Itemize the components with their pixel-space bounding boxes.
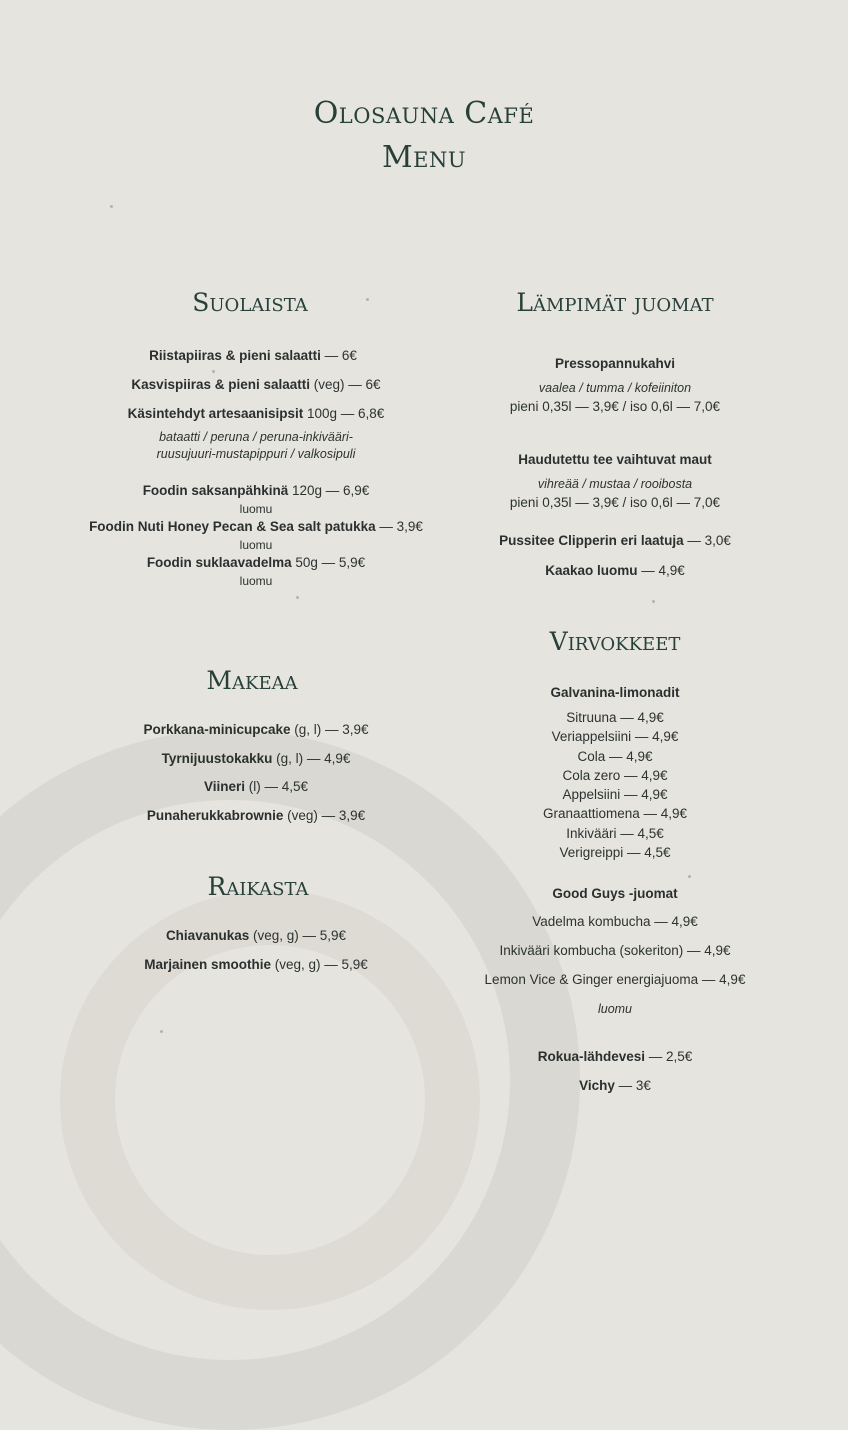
item-note: bataatti / peruna / peruna-inkivääri- (159, 430, 353, 444)
subsection-title: Galvanina-limonadit (550, 685, 680, 700)
drink-item: Cola — 4,9€ (577, 749, 653, 764)
menu-item: Pussitee Clipperin eri laatuja — 3,0€ (499, 533, 731, 548)
drink-item: Lemon Vice & Ginger energiajuoma — 4,9€ (484, 972, 746, 987)
section-title-virvokkeet: Virvokkeet (549, 627, 681, 656)
menu-title: Menu (381, 140, 467, 175)
paper-speck (296, 596, 299, 599)
item-note: vaalea / tumma / kofeiiniton (538, 381, 692, 395)
organic-note: luomu (239, 538, 273, 552)
organic-note: luomu (597, 1002, 633, 1016)
organic-note: luomu (239, 502, 273, 516)
item-price: pieni 0,35l — 3,9€ / iso 0,6l — 7,0€ (509, 495, 721, 510)
drink-item: Inkivääri — 4,5€ (566, 826, 664, 841)
menu-item: Foodin Nuti Honey Pecan & Sea salt patukka — 3,9€ (89, 519, 423, 534)
menu-item: Kaakao luomu — 4,9€ (545, 563, 685, 578)
paper-speck (688, 875, 691, 878)
drink-item: Inkivääri kombucha (sokeriton) — 4,9€ (499, 943, 731, 958)
menu-item: Porkkana-minicupcake (g, l) — 3,9€ (143, 722, 369, 737)
drink-item: Cola zero — 4,9€ (562, 768, 668, 783)
menu-item: Marjainen smoothie (veg, g) — 5,9€ (144, 957, 368, 972)
paper-speck (212, 370, 215, 373)
section-title-suolaista: Suolaista (192, 288, 308, 317)
cafe-name: Olosauna Café (313, 96, 535, 131)
drink-item: Vadelma kombucha — 4,9€ (532, 914, 698, 929)
paper-speck (160, 1030, 163, 1033)
paper-speck (652, 600, 655, 603)
section-title-lampimat: Lämpimät juomat (516, 288, 714, 317)
background-swirl-inner (60, 890, 480, 1310)
menu-item: Tyrnijuustokakku (g, l) — 4,9€ (161, 751, 351, 766)
item-price: pieni 0,35l — 3,9€ / iso 0,6l — 7,0€ (509, 399, 721, 414)
menu-item: Riistapiiras & pieni salaatti — 6€ (149, 348, 357, 363)
drink-item: Granaattiomena — 4,9€ (542, 806, 688, 821)
menu-item: Pressopannukahvi (554, 356, 676, 371)
item-note: ruusujuuri-mustapippuri / valkosipuli (156, 447, 356, 461)
menu-item: Haudutettu tee vaihtuvat maut (518, 452, 712, 467)
item-note: vihreää / mustaa / rooibosta (537, 477, 693, 491)
drink-item: Veriappelsiini — 4,9€ (551, 729, 679, 744)
section-title-makeaa: Makeaa (206, 666, 298, 695)
drink-item: Sitruuna — 4,9€ (566, 710, 664, 725)
subsection-title: Good Guys -juomat (552, 886, 678, 901)
menu-item: Rokua-lähdevesi — 2,5€ (537, 1049, 693, 1064)
paper-speck (110, 205, 113, 208)
section-title-raikasta: Raikasta (207, 872, 309, 901)
drink-item: Appelsiini — 4,9€ (562, 787, 668, 802)
menu-item: Vichy — 3€ (579, 1078, 651, 1093)
menu-item: Kasvispiiras & pieni salaatti (veg) — 6€ (131, 377, 381, 392)
menu-item: Käsintehdyt artesaanisipsit 100g — 6,8€ (127, 406, 385, 421)
menu-item: Chiavanukas (veg, g) — 5,9€ (165, 928, 347, 943)
menu-item: Punaherukkabrownie (veg) — 3,9€ (146, 808, 366, 823)
menu-item: Foodin suklaavadelma 50g — 5,9€ (146, 555, 366, 570)
menu-item: Foodin saksanpähkinä 120g — 6,9€ (142, 483, 370, 498)
organic-note: luomu (239, 574, 273, 588)
menu-item: Viineri (l) — 4,5€ (203, 779, 309, 794)
drink-item: Verigreippi — 4,5€ (559, 845, 671, 860)
